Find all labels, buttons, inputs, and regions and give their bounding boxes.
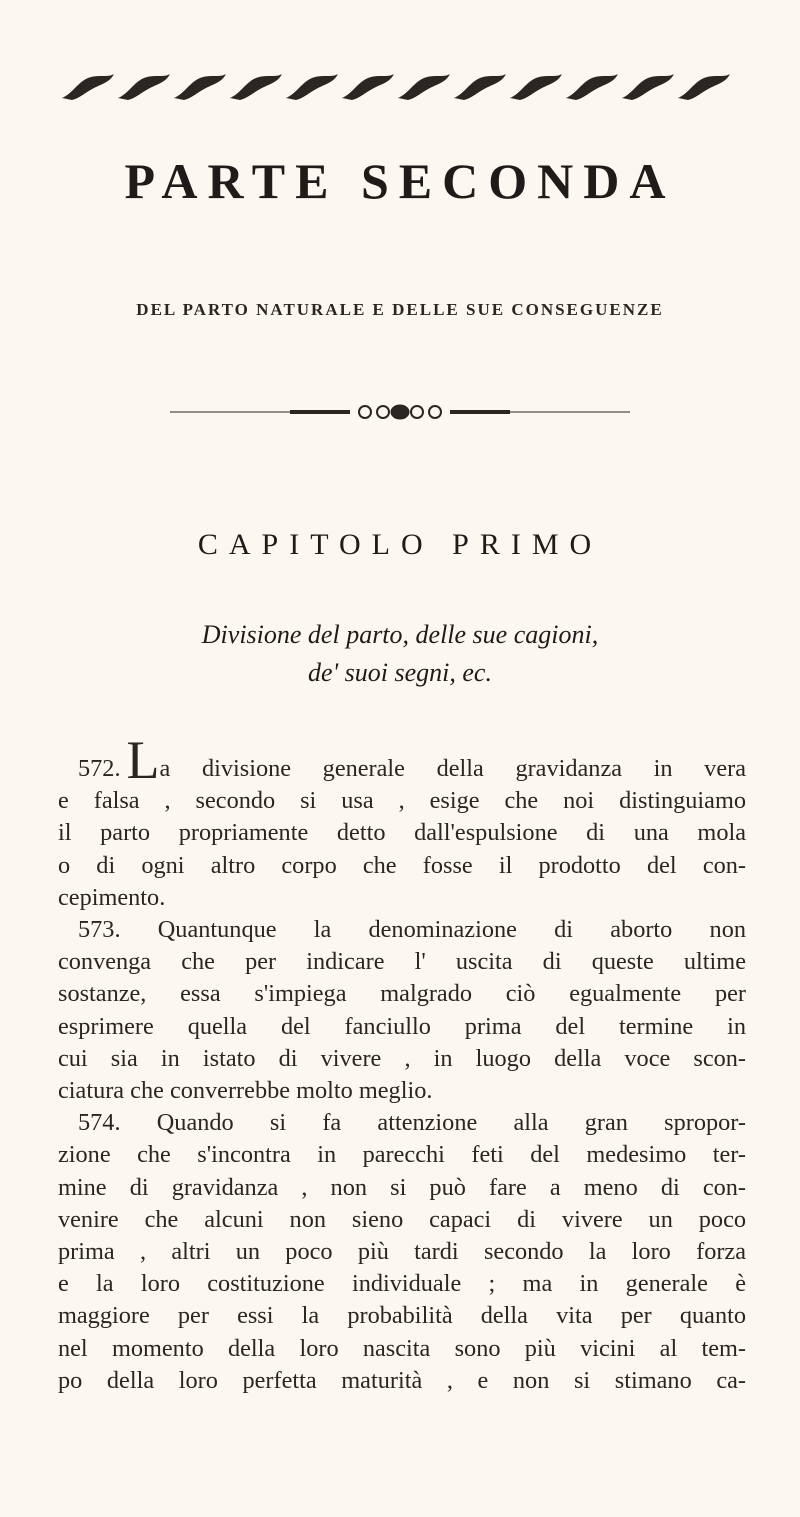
paragraph-number: 572. <box>78 755 121 782</box>
body-text <box>58 688 746 1397</box>
text-line <box>58 1107 746 1139</box>
scroll-ornament-border <box>58 68 742 108</box>
text-line <box>58 914 746 946</box>
chapter-subtitle-line-2: de' suoi segni, ec. <box>308 658 492 687</box>
drop-cap: L <box>126 730 160 790</box>
paragraph-574 <box>58 1107 746 1397</box>
text-line: esprimere quella del fanciullo prima del termine in <box>58 1012 746 1040</box>
text-line: maggiore per essi la probabilità della vita per quanto <box>58 1302 746 1330</box>
part-subtitle: DEL PARTO NATURALE E DELLE SUE CONSEGUENZE <box>136 300 664 319</box>
text-line: zione che s'incontra in parecchi feti del medesimo ter- <box>58 1141 746 1169</box>
text-line: sostanze, essa s'impiega malgrado ciò egualmente per <box>58 980 746 1008</box>
line-text: Quando si fa attenzione alla gran spropor- <box>156 1109 746 1137</box>
text-line: cui sia in istato di vivere , in luogo della voce scon- <box>58 1044 746 1072</box>
line-text: a divisione generale della gravidanza in vera <box>159 755 746 782</box>
text-line: mine di gravidanza , non si può fare a meno di con- <box>58 1173 746 1201</box>
paragraph-573 <box>58 914 746 1107</box>
ornamental-divider <box>170 400 630 424</box>
paragraph-number: 574. <box>78 1109 121 1137</box>
text-line: nel momento della loro nascita sono più vicini al tem- <box>58 1334 746 1362</box>
chapter-subtitle-line-1: Divisione del parto, delle sue cagioni, <box>201 620 599 649</box>
line-text: Quantunque la denominazione di aborto non <box>157 916 746 944</box>
paragraph-number: 573. <box>78 916 121 944</box>
chapter-subtitle <box>0 616 800 692</box>
text-line: o di ogni altro corpo che fosse il prodotto del con- <box>58 851 746 879</box>
text-line: venire che alcuni non sieno capaci di vivere un poco <box>58 1205 746 1233</box>
text-line: e la loro costituzione individuale ; ma in generale è <box>58 1270 746 1298</box>
chapter-title: CAPITOLO PRIMO <box>197 528 603 561</box>
paragraph-572 <box>58 730 746 914</box>
text-line: convenga che per indicare l' uscita di queste ultime <box>58 948 746 976</box>
text-line: il parto propriamente detto dall'espulsione di una mola <box>58 819 746 847</box>
text-line <box>58 730 746 790</box>
text-line: ciatura che converrebbe molto meglio. <box>58 1077 433 1105</box>
text-line: prima , altri un poco più tardi secondo la loro forza <box>58 1238 746 1266</box>
text-line: po della loro perfetta maturità , e non si stimano ca- <box>58 1366 746 1394</box>
text-line: cepimento. <box>58 883 166 911</box>
part-title: PARTE SECONDA <box>124 153 676 209</box>
text-line: e falsa , secondo si usa , esige che noi distinguiamo <box>58 787 746 815</box>
